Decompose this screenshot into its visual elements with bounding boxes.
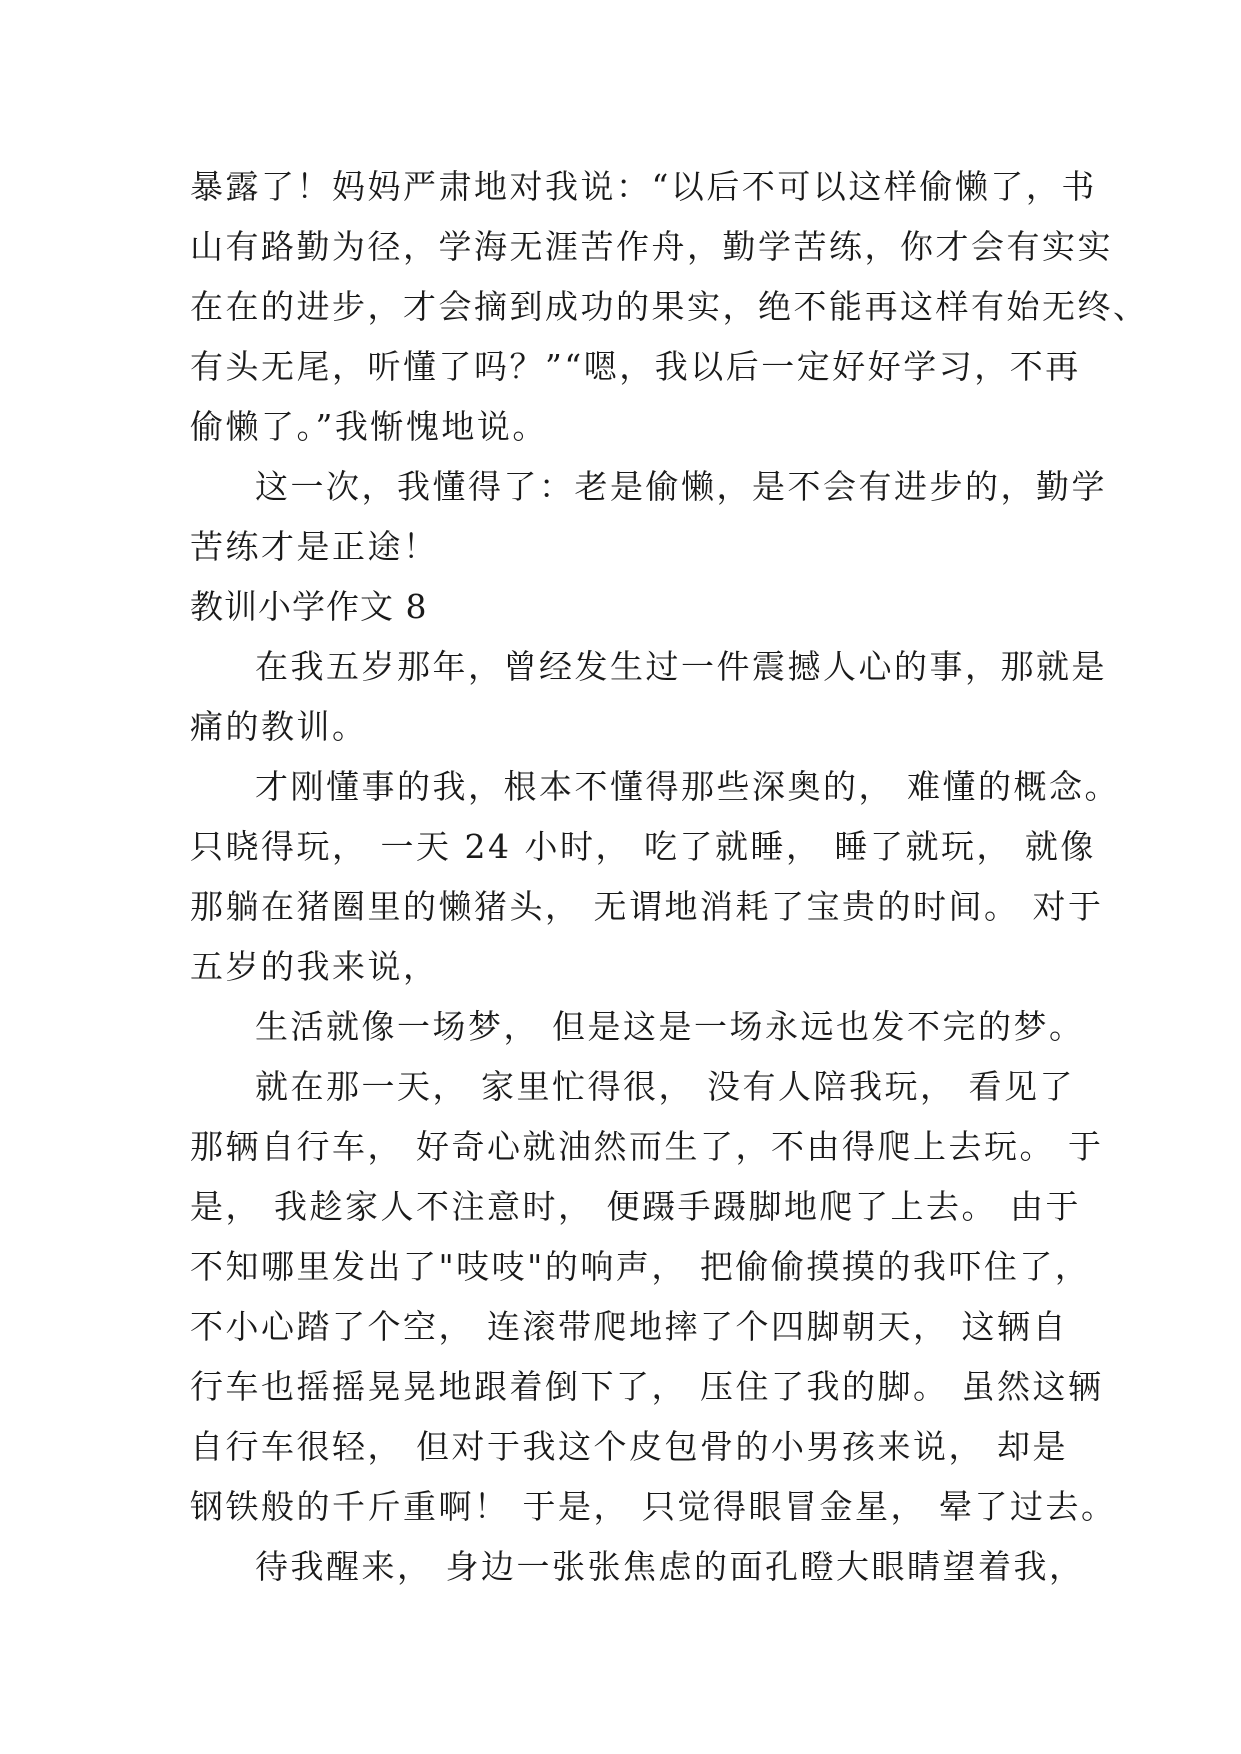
paragraph-start-line: 才刚懂事的我，根本不懂得那些深奥的， 难懂的概念。 bbox=[255, 767, 1120, 806]
text-line: 山有路勤为径，学海无涯苦作舟，勤学苦练，你才会有实实 bbox=[190, 227, 1113, 266]
text-line: 在在的进步，才会摘到成功的果实，绝不能再这样有始无终、 bbox=[190, 287, 1149, 326]
text-line: 痛的教训。 bbox=[190, 707, 368, 746]
text-line: 不小心踏了个空， 连滚带爬地摔了个四脚朝天， 这辆自 bbox=[190, 1307, 1068, 1346]
text-line: 那躺在猪圈里的懒猪头， 无谓地消耗了宝贵的时间。 对于 bbox=[190, 887, 1104, 926]
text-line: 五岁的我来说， bbox=[190, 947, 439, 986]
text-line: 有头无尾，听懂了吗？”“嗯，我以后一定好好学习，不再 bbox=[190, 347, 1081, 386]
text-line: 是， 我趁家人不注意时， 便蹑手蹑脚地爬了上去。 由于 bbox=[190, 1187, 1081, 1226]
text-line: 只晓得玩， 一天 24 小时， 吃了就睡， 睡了就玩， 就像 bbox=[190, 827, 1096, 866]
text-line: 偷懒了。”我惭愧地说。 bbox=[190, 407, 548, 446]
paragraph-start-line: 待我醒来， 身边一张张焦虑的面孔瞪大眼睛望着我， bbox=[255, 1547, 1085, 1586]
paragraph-start-line: 这一次，我懂得了：老是偷懒，是不会有进步的，勤学 bbox=[255, 467, 1107, 506]
paragraph-start-line: 生活就像一场梦， 但是这是一场永远也发不完的梦。 bbox=[255, 1007, 1085, 1046]
paragraph-start-line: 就在那一天， 家里忙得很， 没有人陪我玩， 看见了 bbox=[255, 1067, 1075, 1106]
text-line: 苦练才是正途！ bbox=[190, 527, 439, 566]
text-line: 钢铁般的千斤重啊！ 于是， 只觉得眼冒金星， 晕了过去。 bbox=[190, 1487, 1117, 1526]
text-line: 自行车很轻， 但对于我这个皮包骨的小男孩来说， 却是 bbox=[190, 1427, 1068, 1466]
text-line: 不知哪里发出了"吱吱"的响声， 把偷偷摸摸的我吓住了， bbox=[190, 1247, 1091, 1286]
text-line: 暴露了！妈妈严肃地对我说：“以后不可以这样偷懒了，书 bbox=[190, 167, 1097, 206]
text-line: 行车也摇摇晃晃地跟着倒下了， 压住了我的脚。 虽然这辆 bbox=[190, 1367, 1104, 1406]
paragraph-start-line: 在我五岁那年，曾经发生过一件震撼人心的事，那就是 bbox=[255, 647, 1107, 686]
text-line: 那辆自行车， 好奇心就油然而生了，不由得爬上去玩。 于 bbox=[190, 1127, 1104, 1166]
section-title: 教训小学作文 8 bbox=[190, 587, 428, 626]
